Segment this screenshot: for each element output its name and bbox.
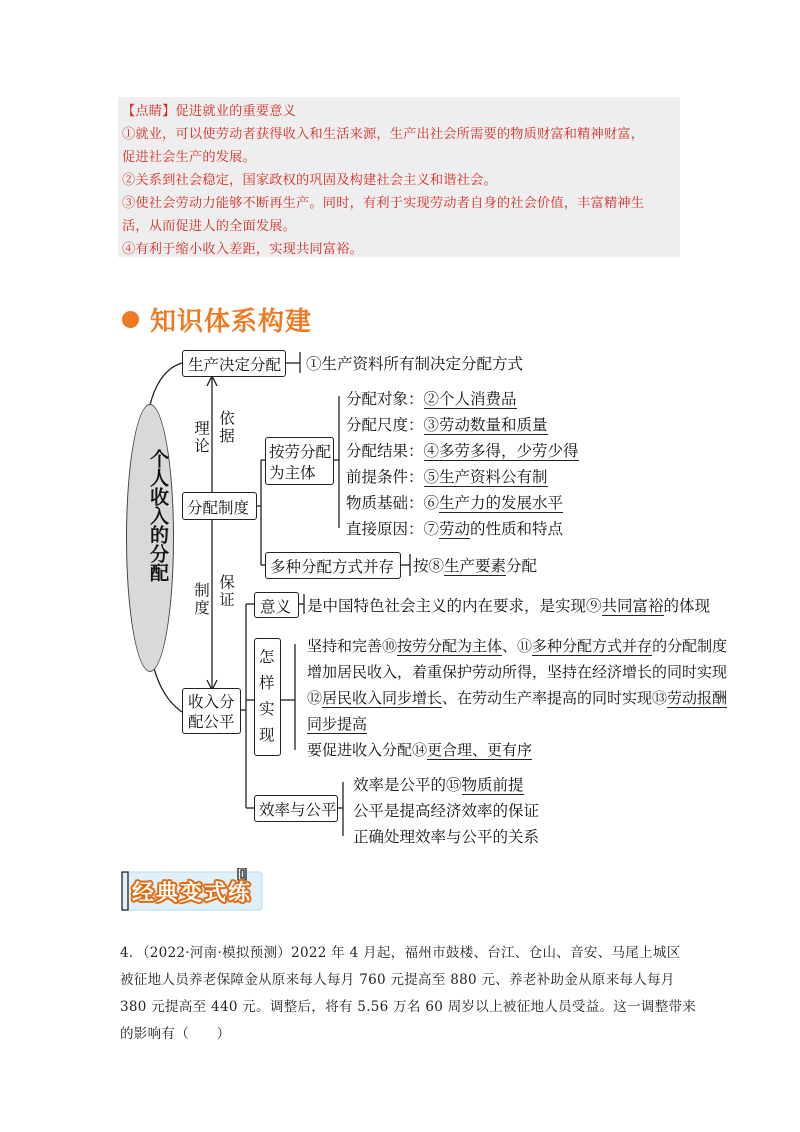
how-line xyxy=(307,713,367,734)
efficiency-answer: 物质前提 xyxy=(461,776,524,794)
item-answer: ⑤生产资料公有制 xyxy=(423,468,548,486)
meaning-box-label: 意义 xyxy=(260,598,292,616)
how-line: 增加居民收入，着重保护劳动所得，坚持在经济增长的同时实现 xyxy=(307,663,728,681)
item-number: ⑦ xyxy=(423,520,440,538)
tip-line: ④有利于缩小收入差距，实现共同富裕。 xyxy=(122,242,363,257)
item-answer: 劳动 xyxy=(439,520,471,538)
tip-line: 促进社会生产的发展。 xyxy=(122,150,256,165)
item-label: 物质基础： xyxy=(346,494,424,512)
efficiency-box-label: 效率与公平 xyxy=(259,801,337,819)
item-answer: ③劳动数量和质量 xyxy=(423,416,548,434)
root-label: 个人收入的分配 xyxy=(147,449,169,582)
how-line xyxy=(307,687,727,708)
item-label: 分配结果： xyxy=(346,442,424,460)
labor-item xyxy=(346,413,548,435)
multi-tail: 分配 xyxy=(506,557,538,575)
meaning-tail: 的体现 xyxy=(663,597,711,615)
how-answer: 按劳分配为主体 xyxy=(397,637,503,655)
item-answer: 生产力的发展水平 xyxy=(439,494,564,512)
item-answer: ②个人消费品 xyxy=(423,390,517,408)
labor-item xyxy=(346,387,517,409)
labor-box xyxy=(265,437,334,485)
efficiency-line xyxy=(353,773,524,795)
section-title: 知识体系构建 xyxy=(150,307,313,337)
item-label: 分配尺度： xyxy=(346,416,424,434)
fairness-box xyxy=(182,688,241,734)
efficiency-text: 效率是公平的⑮ xyxy=(353,776,462,794)
how-text: 要促进收入分配⑭ xyxy=(307,741,428,759)
question-line: 4．（2022·河南·模拟预测）2022 年 4 月起，福州市鼓楼、台江、仓山、音安、马尾上城区 xyxy=(120,945,681,961)
how-text: 、⑪ xyxy=(502,637,533,655)
multi-box-label: 多种分配方式并存 xyxy=(270,558,395,576)
item-label: 前提条件： xyxy=(346,468,424,486)
question-line: 的影响有（ ） xyxy=(120,1026,231,1042)
how-box xyxy=(254,638,281,756)
efficiency-line: 正确处理效率与公平的关系 xyxy=(353,828,540,846)
how-line xyxy=(307,635,727,656)
production-box-label: 生产决定分配 xyxy=(188,356,282,374)
tip-line: ②关系到社会稳定，国家政权的巩固及构建社会主义和谐社会。 xyxy=(122,173,497,188)
multi-text xyxy=(413,554,537,576)
system-label: 制度 xyxy=(192,582,210,617)
production-box xyxy=(182,350,286,377)
meaning-pre: 是中国特色社会主义的内在要求，是实现⑨ xyxy=(307,597,602,615)
tip-line: ③使社会劳动力能够不断再生产。同时，有利于实现劳动者自身的社会价值，丰富精神生 xyxy=(122,196,645,211)
how-answer: 居民收入同步增长 xyxy=(322,689,443,707)
tip-line: ①就业，可以使劳动者获得收入和生活来源，生产出社会所需要的物质财富和精神财富， xyxy=(122,127,645,142)
question-line: 380 元提高至 440 元。调整后，将有 5.56 万名 60 周岁以上被征地人员受益。这一调整带来 xyxy=(120,999,697,1015)
multi-box xyxy=(265,552,401,579)
how-answer: 多种分配方式并存 xyxy=(532,637,653,655)
how-box-char: 样 xyxy=(259,674,275,692)
badge-label: 经典变式练 xyxy=(132,881,253,906)
fairness-box-line: 配公平 xyxy=(188,713,235,731)
item-tail: 的性质和特点 xyxy=(470,520,564,538)
practice-badge xyxy=(120,868,268,912)
root-oval xyxy=(126,404,174,672)
distribution-box xyxy=(182,492,257,520)
how-line xyxy=(307,739,532,760)
how-answer: 劳动报酬 xyxy=(667,689,728,707)
how-box-char: 怎 xyxy=(259,648,275,666)
meaning-box xyxy=(254,592,299,618)
item-label: 直接原因： xyxy=(346,520,424,538)
guarantee-label: 保证 xyxy=(217,574,235,609)
how-text: 坚持和完善⑩ xyxy=(307,637,398,655)
item-answer: ④多劳多得，少劳少得 xyxy=(423,442,579,460)
basis-label: 依据 xyxy=(217,410,235,445)
question-line: 被征地人员养老保障金从原来每人每月 760 元提高至 880 元、养老补助金从原来每人每月 xyxy=(120,972,675,988)
labor-item xyxy=(346,465,548,487)
labor-item xyxy=(346,439,579,461)
tip-title: 【点睛】促进就业的重要意义 xyxy=(122,104,297,119)
efficiency-box xyxy=(254,795,338,822)
how-box-char: 实 xyxy=(259,700,275,718)
how-box-char: 现 xyxy=(259,726,275,744)
item-label: 分配对象： xyxy=(346,390,424,408)
labor-box-line: 为主体 xyxy=(269,464,316,482)
item-number: ⑥ xyxy=(423,494,440,512)
tip-line: 活，从而促进人的全面发展。 xyxy=(122,219,297,234)
distribution-box-label: 分配制度 xyxy=(187,499,250,517)
fairness-box-line: 收入分 xyxy=(188,693,235,711)
theory-label: 理论 xyxy=(192,420,210,455)
labor-box-line: 按劳分配 xyxy=(269,443,332,461)
how-text: 、在劳动生产率提高的同时实现⑬ xyxy=(442,689,668,707)
how-text: ⑫ xyxy=(307,689,323,707)
production-text: ①生产资料所有制决定分配方式 xyxy=(306,355,524,373)
efficiency-line: 公平是提高经济效率的保证 xyxy=(353,802,540,820)
how-answer: 更合理、更有序 xyxy=(427,741,533,759)
labor-item xyxy=(346,517,563,539)
meaning-answer: 共同富裕 xyxy=(601,597,664,615)
how-answer: 同步提高 xyxy=(307,715,368,733)
labor-item xyxy=(346,491,563,513)
multi-answer: 生产要素 xyxy=(444,557,507,575)
how-text: 的分配制度 xyxy=(652,637,728,655)
multi-pre: 按⑧ xyxy=(413,557,445,575)
meaning-text xyxy=(307,594,710,616)
